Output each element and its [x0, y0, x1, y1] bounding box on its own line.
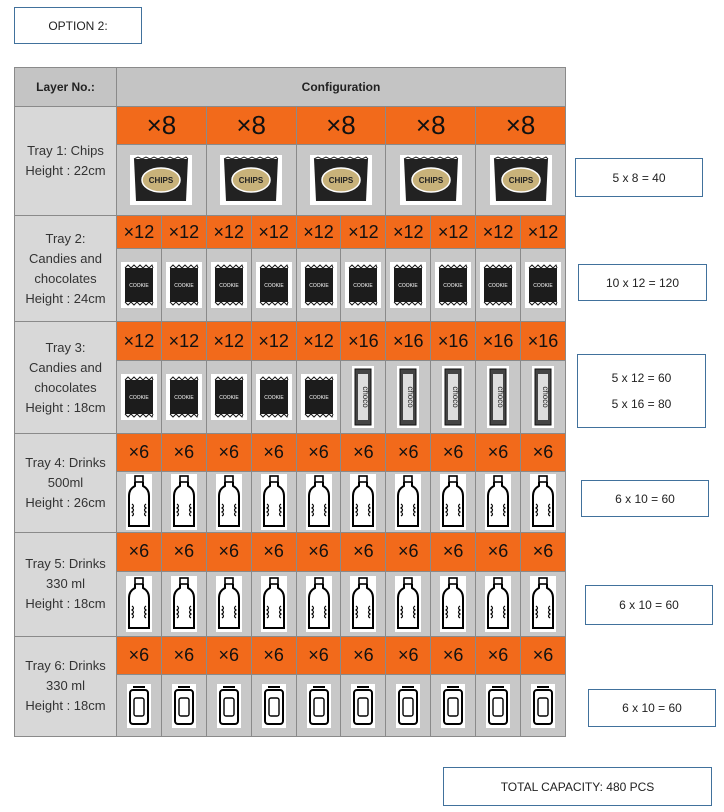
quantity-cell: ×12 — [431, 215, 476, 248]
quantity-cell: ×6 — [161, 433, 206, 472]
quantity-cell: ×6 — [476, 433, 521, 472]
tray-3-label — [15, 322, 117, 433]
quantity-cell: ×6 — [117, 533, 162, 572]
product-cell — [206, 675, 251, 737]
chips-bag-icon — [220, 155, 282, 205]
bottle-icon — [171, 474, 197, 530]
quantity-cell: ×6 — [341, 636, 386, 675]
tray-2-qty-row — [15, 215, 566, 248]
quantity-cell: ×16 — [521, 322, 566, 361]
quantity-cell: ×6 — [476, 533, 521, 572]
can-icon — [396, 684, 420, 728]
quantity-cell: ×8 — [476, 106, 566, 145]
chocolate-bar-icon — [442, 366, 464, 428]
quantity-cell: ×16 — [431, 322, 476, 361]
choco-label: choco — [361, 386, 371, 408]
choco-label: choco — [541, 386, 550, 408]
quantity-cell: ×6 — [117, 433, 162, 472]
product-cell — [296, 145, 386, 216]
cookie-label: COOKIE — [174, 394, 194, 401]
can-icon — [172, 684, 196, 728]
chips-bag-icon — [490, 155, 552, 205]
quantity-cell: ×12 — [161, 322, 206, 361]
cookie-label: COOKIE — [398, 283, 419, 290]
product-cell — [117, 145, 207, 216]
cookie-pack-icon — [166, 262, 202, 308]
cookie-label: COOKIE — [129, 283, 149, 290]
product-cell — [296, 472, 341, 533]
bottle-icon — [440, 576, 466, 632]
tray-6-qty-row — [15, 636, 566, 675]
bottle-icon — [440, 474, 466, 530]
product-cell — [341, 675, 386, 737]
tray-label-line: Tray 6: Drinks — [25, 658, 106, 674]
product-cell — [161, 472, 206, 533]
bottle-icon — [216, 474, 242, 530]
quantity-cell: ×12 — [117, 215, 162, 248]
quantity-cell: ×6 — [521, 533, 566, 572]
can-icon — [486, 684, 510, 728]
quantity-cell: ×12 — [521, 215, 566, 248]
tray-label-line: 330 ml — [45, 678, 86, 694]
product-cell — [386, 145, 476, 216]
tray-4-total: 6 x 10 = 60 — [581, 480, 709, 517]
product-cell — [386, 675, 431, 737]
cookie-pack-icon — [435, 262, 471, 308]
product-cell — [521, 571, 566, 636]
product-cell — [431, 249, 476, 322]
total-capacity: TOTAL CAPACITY: 480 PCS — [443, 767, 712, 806]
quantity-cell: ×12 — [386, 215, 431, 248]
product-cell — [117, 675, 162, 737]
tray-5-qty-row — [15, 533, 566, 572]
product-cell — [161, 360, 206, 433]
chips-label: CHIPS — [418, 176, 443, 185]
can-icon — [307, 684, 331, 728]
quantity-cell: ×6 — [521, 433, 566, 472]
chocolate-bar-icon — [352, 366, 374, 428]
product-cell — [431, 675, 476, 737]
chips-bag-icon — [130, 155, 192, 205]
product-cell — [431, 360, 476, 433]
product-cell — [206, 145, 296, 216]
product-cell — [521, 249, 566, 322]
tray-1-total: 5 x 8 = 40 — [575, 158, 703, 197]
product-cell — [476, 145, 566, 216]
bottle-icon — [485, 576, 511, 632]
tray-label-line: Height : 22cm — [25, 162, 106, 178]
product-cell — [521, 472, 566, 533]
tray-1-qty-row — [15, 106, 566, 145]
quantity-cell: ×6 — [206, 533, 251, 572]
product-cell — [206, 472, 251, 533]
cookie-pack-icon — [166, 374, 202, 420]
quantity-cell: ×6 — [117, 636, 162, 675]
product-cell — [476, 472, 521, 533]
choco-label: choco — [496, 386, 506, 408]
layer-header: Layer No.: — [15, 68, 117, 107]
quantity-cell: ×6 — [341, 433, 386, 472]
quantity-cell: ×8 — [386, 106, 476, 145]
tray-label-line: Tray 5: Drinks — [25, 556, 106, 572]
tray-label-line: 330 ml — [45, 576, 86, 592]
tray-3-qty-row — [15, 322, 566, 361]
product-cell — [341, 571, 386, 636]
chips-bag-icon — [400, 155, 462, 205]
cookie-label: COOKIE — [308, 283, 329, 290]
bottle-icon — [530, 474, 556, 530]
chips-label: CHIPS — [149, 176, 174, 185]
can-icon — [217, 684, 241, 728]
chips-bag-icon — [310, 155, 372, 205]
product-cell — [476, 249, 521, 322]
product-cell — [117, 472, 162, 533]
quantity-cell: ×6 — [296, 533, 341, 572]
product-cell — [251, 472, 296, 533]
bottle-icon — [395, 474, 421, 530]
bottle-icon — [126, 474, 152, 530]
quantity-cell: ×12 — [296, 322, 341, 361]
bottle-icon — [261, 474, 287, 530]
product-cell — [296, 249, 341, 322]
product-cell — [431, 571, 476, 636]
product-cell — [521, 675, 566, 737]
tray-label-line: Height : 26cm — [25, 495, 106, 511]
product-cell — [117, 571, 162, 636]
tray-4-label — [15, 433, 117, 532]
cookie-label: COOKIE — [218, 283, 239, 290]
tray-label-line: Height : 18cm — [25, 698, 106, 714]
tray-label-line: Candies and — [29, 250, 102, 266]
tray-label-line: Tray 4: Drinks — [25, 455, 106, 471]
cookie-label: COOKIE — [129, 394, 149, 401]
quantity-cell: ×12 — [161, 215, 206, 248]
quantity-cell: ×8 — [117, 106, 207, 145]
cookie-pack-icon — [211, 374, 247, 420]
chocolate-bar-icon — [532, 366, 554, 428]
tray-2-total: 10 x 12 = 120 — [578, 264, 707, 301]
configuration-header: Configuration — [117, 68, 566, 107]
chips-label: CHIPS — [508, 176, 533, 185]
cookie-label: COOKIE — [488, 283, 508, 290]
product-cell — [476, 571, 521, 636]
quantity-cell: ×6 — [296, 636, 341, 675]
choco-label: choco — [451, 386, 461, 408]
tray-5-label — [15, 533, 117, 636]
cookie-pack-icon — [390, 262, 426, 308]
quantity-cell: ×6 — [251, 533, 296, 572]
product-cell — [206, 249, 251, 322]
quantity-cell: ×6 — [341, 533, 386, 572]
product-cell — [296, 360, 341, 433]
product-cell — [296, 675, 341, 737]
bottle-icon — [306, 576, 332, 632]
quantity-cell: ×16 — [341, 322, 386, 361]
chocolate-bar-icon — [487, 366, 509, 428]
product-cell — [386, 249, 431, 322]
cookie-label: COOKIE — [443, 283, 463, 290]
cookie-label: COOKIE — [263, 394, 284, 401]
cookie-label: COOKIE — [533, 283, 553, 290]
product-cell — [161, 571, 206, 636]
quantity-cell: ×6 — [431, 533, 476, 572]
chips-label: CHIPS — [328, 176, 354, 185]
cookie-label: COOKIE — [263, 283, 284, 290]
product-cell — [476, 675, 521, 737]
quantity-cell: ×6 — [296, 433, 341, 472]
cookie-pack-icon — [121, 262, 157, 308]
tray-2-label — [15, 215, 117, 321]
tray-label-line: 500ml — [47, 475, 84, 491]
choco-label: choco — [406, 386, 416, 408]
product-cell — [251, 571, 296, 636]
quantity-cell: ×6 — [161, 533, 206, 572]
quantity-cell: ×6 — [206, 433, 251, 472]
quantity-cell: ×12 — [476, 215, 521, 248]
quantity-cell: ×6 — [161, 636, 206, 675]
can-icon — [351, 684, 375, 728]
quantity-cell: ×6 — [431, 433, 476, 472]
product-cell — [251, 360, 296, 433]
cookie-pack-icon — [121, 374, 157, 420]
quantity-cell: ×12 — [296, 215, 341, 248]
cookie-pack-icon — [211, 262, 247, 308]
product-cell — [386, 472, 431, 533]
can-icon — [262, 684, 286, 728]
quantity-cell: ×12 — [206, 322, 251, 361]
cookie-label: COOKIE — [308, 394, 329, 401]
can-icon — [531, 684, 555, 728]
product-cell — [251, 249, 296, 322]
quantity-cell: ×12 — [251, 215, 296, 248]
bottle-icon — [350, 576, 376, 632]
quantity-cell: ×6 — [386, 636, 431, 675]
bottle-icon — [395, 576, 421, 632]
product-cell — [476, 360, 521, 433]
quantity-cell: ×12 — [117, 322, 162, 361]
tray-label-line: Candies and — [29, 359, 102, 375]
can-icon — [127, 684, 151, 728]
product-cell — [386, 571, 431, 636]
cookie-label: COOKIE — [353, 283, 374, 290]
tray-label-line: Height : 18cm — [25, 596, 106, 612]
bottle-icon — [306, 474, 332, 530]
quantity-cell: ×6 — [431, 636, 476, 675]
bottle-icon — [530, 576, 556, 632]
product-cell — [206, 571, 251, 636]
tray-label-line: Tray 2: — [45, 230, 86, 246]
bottle-icon — [171, 576, 197, 632]
tray-label-line: Height : 24cm — [25, 290, 106, 306]
product-cell — [296, 571, 341, 636]
cookie-label: COOKIE — [174, 283, 194, 290]
option-label: OPTION 2: — [14, 7, 142, 44]
chips-label: CHIPS — [238, 176, 264, 185]
chocolate-bar-icon — [397, 366, 419, 428]
tray-5-total: 6 x 10 = 60 — [585, 585, 713, 625]
product-cell — [206, 360, 251, 433]
product-cell — [386, 360, 431, 433]
product-cell — [161, 675, 206, 737]
product-cell — [341, 249, 386, 322]
tray-label-line: Tray 1: Chips — [27, 142, 104, 158]
bottle-icon — [350, 474, 376, 530]
tray-label-line: Height : 18cm — [25, 399, 106, 415]
tray-label-line: chocolates — [34, 379, 97, 395]
cookie-pack-icon — [256, 262, 292, 308]
product-cell — [117, 360, 162, 433]
quantity-cell: ×8 — [296, 106, 386, 145]
can-icon — [441, 684, 465, 728]
product-cell — [251, 675, 296, 737]
quantity-cell: ×6 — [206, 636, 251, 675]
quantity-cell: ×12 — [206, 215, 251, 248]
cookie-pack-icon — [345, 262, 381, 308]
cookie-pack-icon — [525, 262, 561, 308]
quantity-cell: ×12 — [341, 215, 386, 248]
tray-3-total: 5 x 12 = 60 5 x 16 = 80 — [577, 354, 706, 428]
bottle-icon — [126, 576, 152, 632]
tray-6-label — [15, 636, 117, 736]
cookie-pack-icon — [301, 374, 337, 420]
product-cell — [521, 360, 566, 433]
quantity-cell: ×6 — [521, 636, 566, 675]
bottle-icon — [216, 576, 242, 632]
product-cell — [431, 472, 476, 533]
tray-4-qty-row — [15, 433, 566, 472]
tray-label-line: chocolates — [34, 270, 97, 286]
cookie-pack-icon — [480, 262, 516, 308]
bottle-icon — [485, 474, 511, 530]
product-cell — [161, 249, 206, 322]
quantity-cell: ×6 — [386, 433, 431, 472]
quantity-cell: ×6 — [251, 636, 296, 675]
header-row — [15, 68, 566, 107]
product-cell — [117, 249, 162, 322]
quantity-cell: ×6 — [251, 433, 296, 472]
quantity-cell: ×6 — [476, 636, 521, 675]
quantity-cell: ×16 — [476, 322, 521, 361]
cookie-pack-icon — [256, 374, 292, 420]
quantity-cell: ×16 — [386, 322, 431, 361]
configuration-table — [14, 67, 566, 737]
quantity-cell: ×6 — [386, 533, 431, 572]
quantity-cell: ×8 — [206, 106, 296, 145]
bottle-icon — [261, 576, 287, 632]
cookie-pack-icon — [301, 262, 337, 308]
cookie-label: COOKIE — [218, 394, 239, 401]
product-cell — [341, 360, 386, 433]
quantity-cell: ×12 — [251, 322, 296, 361]
product-cell — [341, 472, 386, 533]
tray-6-total: 6 x 10 = 60 — [588, 689, 716, 727]
tray-label-line: Tray 3: — [45, 339, 86, 355]
tray-1-label — [15, 106, 117, 215]
